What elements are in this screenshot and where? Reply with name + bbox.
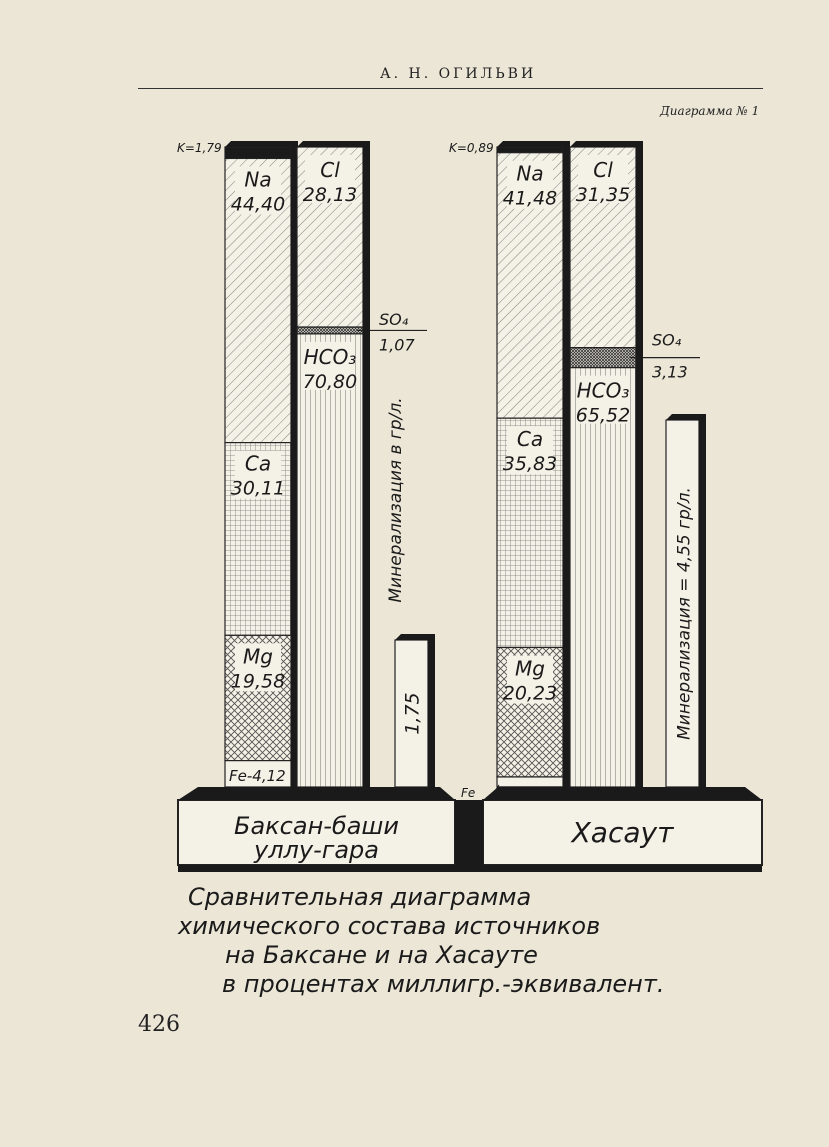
mineralization-shadow-0	[428, 634, 435, 787]
diagram-number: Диаграмма № 1	[660, 104, 760, 118]
chart-title-line-1: химического состава источников	[178, 912, 601, 940]
base-top-slab-0	[178, 787, 455, 800]
bar-segment-so4-0	[297, 327, 363, 334]
chart-title-line-3: в процентах миллигр.-эквивалент.	[222, 970, 665, 998]
bar-segment-k-0	[225, 147, 291, 158]
base-top-slab-1	[483, 787, 762, 800]
ion-label-cl-1: Cl	[593, 158, 613, 182]
chart-title-line-2: на Баксане и на Хасауте	[225, 941, 538, 969]
bar-top-cation-0	[225, 141, 298, 147]
fe-label-0: Fe-4,12	[229, 767, 286, 785]
ion-label-hco3-1: HCO₃	[576, 378, 630, 403]
value-label-ca-0: 30,11	[230, 477, 286, 500]
value-label-cl-1: 31,35	[575, 184, 631, 206]
location-name-1-0: Хасаут	[571, 816, 674, 849]
bar-segment-so4-1	[570, 348, 636, 368]
fe-ion-label-1: Fe	[461, 785, 476, 800]
bar-top-anion-0	[297, 141, 370, 147]
value-label-cl-0: 28,13	[302, 184, 358, 206]
base-bottom-slab	[178, 865, 762, 872]
k-label-0: K=1,79	[177, 141, 222, 155]
ion-label-mg-1: Mg	[515, 656, 545, 681]
so4-ion-label-1: SO₄	[652, 330, 682, 350]
ion-label-mg-0: Mg	[243, 644, 273, 669]
bar-segment-fe-1	[497, 777, 563, 787]
value-label-mg-0: 19,58	[230, 670, 286, 693]
page-number: 426	[138, 1012, 180, 1037]
value-label-na-1: 41,48	[502, 187, 558, 210]
so4-ion-label-0: SO₄	[379, 310, 409, 330]
value-label-mg-1: 20,23	[502, 682, 558, 705]
so4-value-label-1: 3,13	[652, 362, 688, 382]
bar-top-cation-1	[497, 141, 570, 147]
bar-segment-hco3-0	[297, 334, 363, 787]
mineralization-shadow-1	[699, 414, 706, 787]
mineralization-label-0: Минерализация в гр/л.	[386, 397, 406, 603]
bar-top-anion-1	[570, 141, 643, 147]
bar-segment-k-1	[497, 147, 563, 153]
mineralization-top-1	[666, 414, 706, 420]
ion-label-cl-0: Cl	[320, 158, 340, 182]
ion-label-na-1: Na	[516, 161, 544, 186]
bar-shadow-anion-1	[636, 141, 643, 787]
mineralization-value-0: 1,75	[401, 692, 424, 735]
ion-label-ca-1: Ca	[516, 427, 544, 452]
bar-shadow-cation-1	[563, 141, 570, 787]
bar-segment-hco3-1	[570, 368, 636, 787]
ion-label-ca-0: Ca	[244, 451, 272, 476]
base-divider	[455, 800, 483, 865]
k-label-1: K=0,89	[449, 141, 494, 155]
value-label-ca-1: 35,83	[502, 453, 558, 476]
bar-shadow-anion-0	[363, 141, 370, 787]
value-label-hco3-0: 70,80	[302, 370, 358, 393]
so4-value-label-0: 1,07	[379, 335, 415, 355]
chart-title-line-0: Сравнительная диаграмма	[188, 883, 532, 911]
value-label-hco3-1: 65,52	[575, 404, 631, 427]
location-name-0-1: уллу-гара	[253, 836, 380, 864]
mineralization-top-0	[395, 634, 435, 640]
location-name-0-0: Баксан-баши	[234, 812, 399, 840]
value-label-na-0: 44,40	[230, 193, 286, 216]
mineralization-label-1: Минерализация = 4,55 гр/л.	[674, 487, 695, 740]
ion-label-na-0: Na	[244, 167, 272, 192]
ion-label-hco3-0: HCO₃	[303, 344, 357, 369]
running-header: А. Н. ОГИЛЬВИ	[380, 66, 537, 82]
